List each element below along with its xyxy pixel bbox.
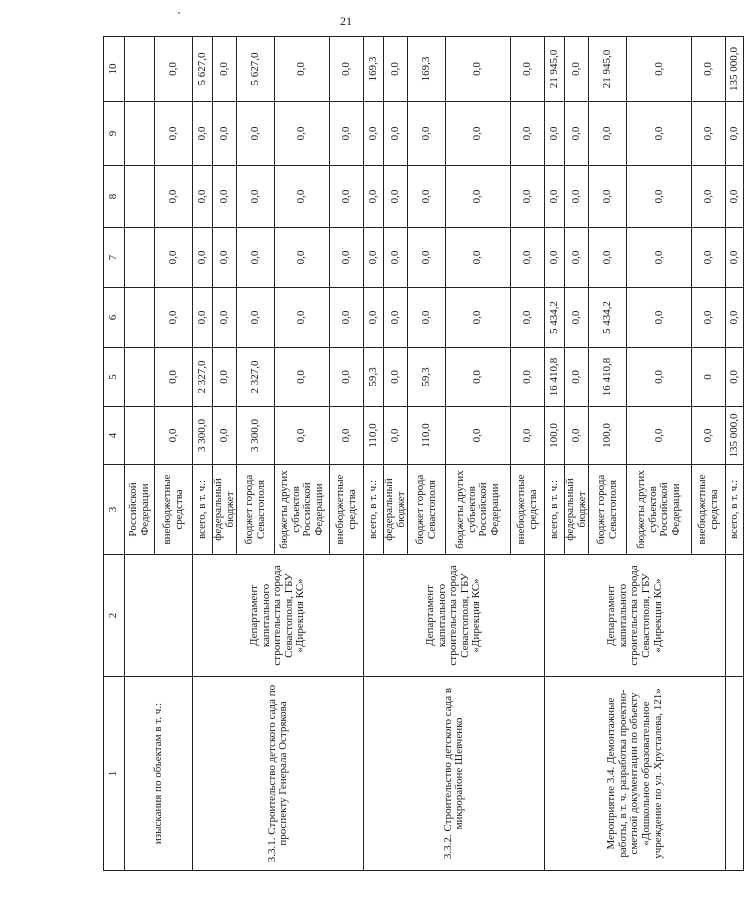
amount-cell: 0,0 bbox=[692, 228, 726, 288]
amount-cell: 0,0 bbox=[275, 102, 330, 166]
funding-source-cell: всего, в т. ч.: bbox=[364, 465, 384, 555]
amount-cell: 5 434,2 bbox=[589, 288, 627, 348]
amount-cell: 0,0 bbox=[692, 102, 726, 166]
amount-cell: 0,0 bbox=[446, 407, 511, 465]
amount-cell: 0,0 bbox=[511, 288, 545, 348]
amount-cell: 0,0 bbox=[193, 102, 213, 166]
amount-cell: 0,0 bbox=[726, 288, 744, 348]
amount-cell: 0,0 bbox=[627, 228, 692, 288]
amount-cell: 0,0 bbox=[330, 407, 364, 465]
amount-cell: 100,0 bbox=[545, 407, 565, 465]
table-row bbox=[125, 37, 155, 871]
amount-cell: 0,0 bbox=[275, 348, 330, 407]
amount-cell: 0,0 bbox=[511, 407, 545, 465]
amount-cell: 0,0 bbox=[627, 348, 692, 407]
amount-cell: 0,0 bbox=[384, 288, 408, 348]
rotated-table-container bbox=[103, 37, 740, 871]
funding-source-cell: внебюджетные средства bbox=[155, 465, 193, 555]
amount-cell: 0,0 bbox=[275, 407, 330, 465]
funding-source-cell: бюджеты других субъектов Российской Федерации bbox=[627, 465, 692, 555]
amount-cell: 0,0 bbox=[237, 102, 275, 166]
amount-cell: 0,0 bbox=[155, 407, 193, 465]
amount-cell: 0,0 bbox=[726, 102, 744, 166]
amount-cell: 0,0 bbox=[511, 348, 545, 407]
amount-cell: 0,0 bbox=[330, 37, 364, 102]
amount-cell: 169,3 bbox=[364, 37, 384, 102]
responsible-cell bbox=[726, 555, 744, 677]
funding-source-cell: бюджеты других субъектов Российской Федерации bbox=[446, 465, 511, 555]
amount-cell: 0,0 bbox=[446, 166, 511, 228]
amount-cell: 0,0 bbox=[384, 348, 408, 407]
responsible-cell: Департамент капитального строительства города Севастополя, ГБУ «Дирекция КС» bbox=[364, 555, 545, 677]
amount-cell: 0,0 bbox=[627, 407, 692, 465]
amount-cell: 0,0 bbox=[155, 348, 193, 407]
amount-cell: 0,0 bbox=[545, 166, 565, 228]
amount-cell: 0,0 bbox=[726, 348, 744, 407]
amount-cell: 5 434,2 bbox=[545, 288, 565, 348]
amount-cell: 0,0 bbox=[627, 288, 692, 348]
amount-cell: 110,0 bbox=[408, 407, 446, 465]
amount-cell: 0,0 bbox=[364, 288, 384, 348]
table-body bbox=[125, 37, 744, 871]
amount-cell: 0,0 bbox=[627, 102, 692, 166]
amount-cell: 0,0 bbox=[408, 288, 446, 348]
amount-cell: 0,0 bbox=[364, 102, 384, 166]
amount-cell: 0,0 bbox=[213, 407, 237, 465]
amount-cell: 0,0 bbox=[565, 288, 589, 348]
amount-cell: 0,0 bbox=[446, 37, 511, 102]
amount-cell: 0,0 bbox=[330, 348, 364, 407]
amount-cell: 169,3 bbox=[408, 37, 446, 102]
header-cell: 5 bbox=[104, 348, 125, 407]
amount-cell: 0,0 bbox=[408, 102, 446, 166]
amount-cell: 0,0 bbox=[237, 166, 275, 228]
amount-cell: 0,0 bbox=[511, 102, 545, 166]
amount-cell: 0,0 bbox=[193, 288, 213, 348]
amount-cell: 0,0 bbox=[213, 288, 237, 348]
amount-cell: 0,0 bbox=[565, 37, 589, 102]
amount-cell: 0,0 bbox=[408, 228, 446, 288]
header-cell: 6 bbox=[104, 288, 125, 348]
amount-cell: 0,0 bbox=[692, 166, 726, 228]
amount-cell: 0,0 bbox=[155, 37, 193, 102]
amount-cell: 0,0 bbox=[446, 228, 511, 288]
scan-speck bbox=[178, 12, 180, 14]
table-row bbox=[193, 37, 213, 871]
amount-cell: 0,0 bbox=[193, 228, 213, 288]
amount-cell: 3 300,0 bbox=[193, 407, 213, 465]
amount-cell: 0,0 bbox=[726, 228, 744, 288]
amount-cell: 100,0 bbox=[589, 407, 627, 465]
amount-cell: 0,0 bbox=[213, 348, 237, 407]
amount-cell: 2 327,0 bbox=[193, 348, 213, 407]
funding-source-cell: всего, в т. ч.: bbox=[545, 465, 565, 555]
table-row bbox=[545, 37, 565, 871]
amount-cell: 0,0 bbox=[193, 166, 213, 228]
amount-cell: 0,0 bbox=[275, 37, 330, 102]
responsible-cell: Департамент капитального строительства города Севастополя, ГБУ «Дирекция КС» bbox=[193, 555, 364, 677]
amount-cell: 0,0 bbox=[589, 102, 627, 166]
amount-cell: 135 000,0 bbox=[726, 37, 744, 102]
amount-cell: 0,0 bbox=[155, 166, 193, 228]
amount-cell: 110,0 bbox=[364, 407, 384, 465]
amount-cell: 0,0 bbox=[565, 102, 589, 166]
amount-cell: 3 300,0 bbox=[237, 407, 275, 465]
amount-cell: 0,0 bbox=[565, 407, 589, 465]
amount-cell: 0,0 bbox=[275, 288, 330, 348]
funding-source-cell: федеральный бюджет bbox=[565, 465, 589, 555]
amount-cell: 0,0 bbox=[384, 37, 408, 102]
amount-cell: 0,0 bbox=[726, 166, 744, 228]
amount-cell: 0,0 bbox=[692, 37, 726, 102]
amount-cell: 0,0 bbox=[545, 102, 565, 166]
amount-cell: 0,0 bbox=[364, 166, 384, 228]
object-name-cell: 3.3.2. Строительство детского сада в микрорайоне Шевченко bbox=[364, 677, 545, 871]
amount-cell: 0,0 bbox=[565, 228, 589, 288]
amount-cell: 0,0 bbox=[627, 166, 692, 228]
funding-source-cell: всего, в т. ч.: bbox=[193, 465, 213, 555]
amount-cell: 0,0 bbox=[446, 102, 511, 166]
amount-cell: 16 410,8 bbox=[589, 348, 627, 407]
amount-cell: 0,0 bbox=[384, 102, 408, 166]
amount-cell bbox=[125, 102, 155, 166]
amount-cell: 0,0 bbox=[275, 228, 330, 288]
amount-cell: 5 627,0 bbox=[193, 37, 213, 102]
header-cell: 7 bbox=[104, 228, 125, 288]
amount-cell: 0,0 bbox=[545, 228, 565, 288]
amount-cell: 59,3 bbox=[408, 348, 446, 407]
amount-cell: 0,0 bbox=[330, 228, 364, 288]
amount-cell: 0,0 bbox=[446, 288, 511, 348]
amount-cell: 0,0 bbox=[627, 37, 692, 102]
amount-cell bbox=[125, 166, 155, 228]
funding-source-cell: всего, в т. ч.: bbox=[726, 465, 744, 555]
funding-source-cell: внебюджетные средства bbox=[692, 465, 726, 555]
amount-cell: 0,0 bbox=[213, 228, 237, 288]
funding-source-cell: бюджеты других субъектов Российской Федерации bbox=[275, 465, 330, 555]
amount-cell: 0,0 bbox=[511, 228, 545, 288]
object-name-cell: Мероприятие 3.4. Демонтажные работы, в т. ч. разработка проектно-сметной документации по объекту «Дошкольное образовательное учреждение по ул. Хрусталева, 121» bbox=[545, 677, 726, 871]
amount-cell: 0,0 bbox=[589, 228, 627, 288]
amount-cell: 0,0 bbox=[237, 228, 275, 288]
amount-cell bbox=[125, 37, 155, 102]
amount-cell: 0,0 bbox=[511, 37, 545, 102]
amount-cell bbox=[125, 348, 155, 407]
funding-source-cell: внебюджетные средства bbox=[511, 465, 545, 555]
amount-cell: 0,0 bbox=[384, 407, 408, 465]
amount-cell: 0,0 bbox=[364, 228, 384, 288]
header-cell: 10 bbox=[104, 37, 125, 102]
header-row bbox=[104, 37, 125, 871]
amount-cell: 0,0 bbox=[213, 102, 237, 166]
amount-cell: 0,0 bbox=[692, 407, 726, 465]
funding-source-cell: бюджет города Севастополя bbox=[589, 465, 627, 555]
amount-cell: 0,0 bbox=[692, 288, 726, 348]
amount-cell: 0,0 bbox=[446, 348, 511, 407]
funding-source-cell: Российской Федерации bbox=[125, 465, 155, 555]
header-cell: 4 bbox=[104, 407, 125, 465]
table-row bbox=[364, 37, 384, 871]
amount-cell: 0,0 bbox=[384, 228, 408, 288]
amount-cell: 0,0 bbox=[565, 348, 589, 407]
amount-cell: 135 000,0 bbox=[726, 407, 744, 465]
amount-cell: 0,0 bbox=[213, 37, 237, 102]
amount-cell: 0,0 bbox=[213, 166, 237, 228]
amount-cell: 0,0 bbox=[330, 102, 364, 166]
amount-cell: 0,0 bbox=[589, 166, 627, 228]
table-row bbox=[726, 37, 744, 871]
amount-cell: 21 945,0 bbox=[545, 37, 565, 102]
page-number: 21 bbox=[340, 14, 352, 28]
header-cell: 2 bbox=[104, 555, 125, 677]
amount-cell: 0,0 bbox=[275, 166, 330, 228]
header-cell: 9 bbox=[104, 102, 125, 166]
amount-cell bbox=[125, 288, 155, 348]
object-name-cell: 3.3.1. Строительство детского сада по проспекту Генерала Острякова bbox=[193, 677, 364, 871]
responsible-cell bbox=[125, 555, 193, 677]
amount-cell: 16 410,8 bbox=[545, 348, 565, 407]
funding-source-cell: внебюджетные средства bbox=[330, 465, 364, 555]
funding-source-cell: федеральный бюджет bbox=[213, 465, 237, 555]
header-cell: 1 bbox=[104, 677, 125, 871]
header-cell: 8 bbox=[104, 166, 125, 228]
amount-cell: 21 945,0 bbox=[589, 37, 627, 102]
amount-cell bbox=[125, 228, 155, 288]
amount-cell: 2 327,0 bbox=[237, 348, 275, 407]
financing-table bbox=[103, 36, 744, 871]
funding-source-cell: бюджет города Севастополя bbox=[237, 465, 275, 555]
amount-cell: 0,0 bbox=[155, 288, 193, 348]
amount-cell: 0,0 bbox=[511, 166, 545, 228]
object-name-cell bbox=[726, 677, 744, 871]
amount-cell: 0,0 bbox=[237, 288, 275, 348]
funding-source-cell: федеральный бюджет bbox=[384, 465, 408, 555]
amount-cell: 0,0 bbox=[408, 166, 446, 228]
amount-cell: 5 627,0 bbox=[237, 37, 275, 102]
amount-cell: 0,0 bbox=[330, 288, 364, 348]
amount-cell: 0 bbox=[692, 348, 726, 407]
responsible-cell: Департамент капитального строительства города Севастополя, ГБУ «Дирекция КС» bbox=[545, 555, 726, 677]
amount-cell: 0,0 bbox=[565, 166, 589, 228]
amount-cell: 59,3 bbox=[364, 348, 384, 407]
header-cell: 3 bbox=[104, 465, 125, 555]
amount-cell: 0,0 bbox=[384, 166, 408, 228]
object-name-cell: изыскания по объектам в т. ч.: bbox=[125, 677, 193, 871]
amount-cell: 0,0 bbox=[155, 228, 193, 288]
amount-cell: 0,0 bbox=[330, 166, 364, 228]
funding-source-cell: бюджет города Севастополя bbox=[408, 465, 446, 555]
amount-cell: 0,0 bbox=[155, 102, 193, 166]
amount-cell bbox=[125, 407, 155, 465]
